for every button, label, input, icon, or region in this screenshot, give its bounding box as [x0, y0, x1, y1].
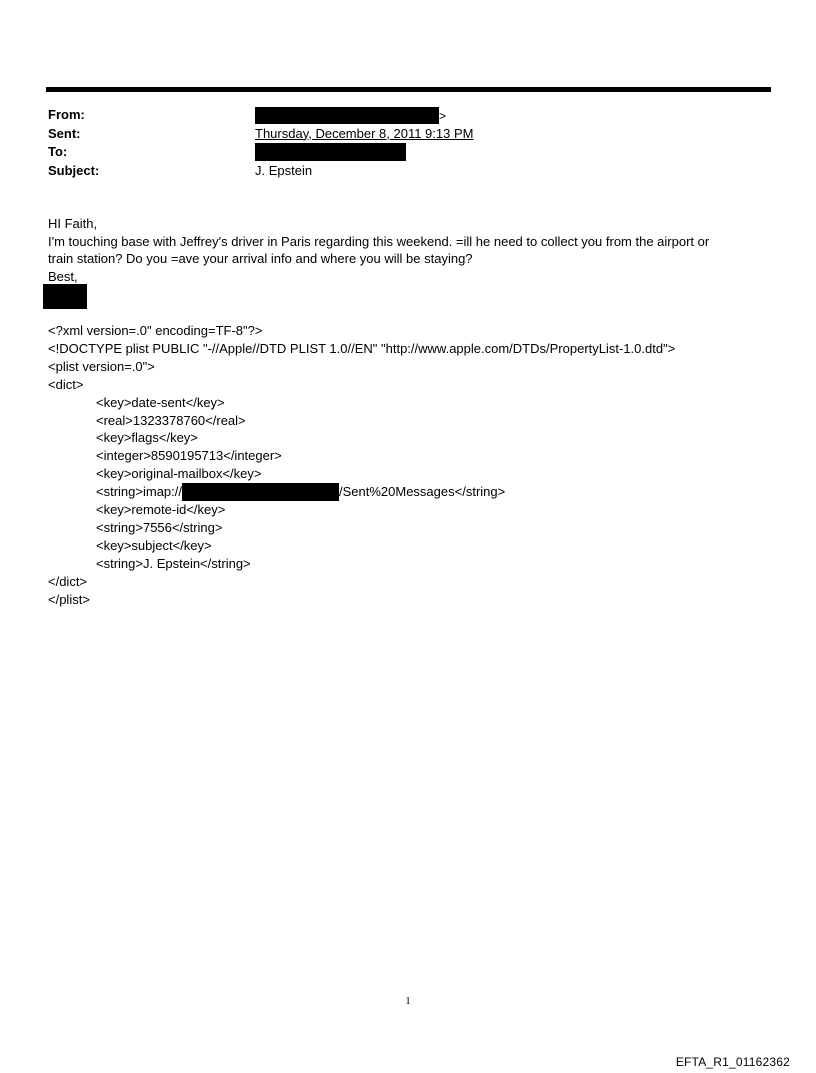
from-value	[255, 106, 446, 126]
plist-line: <key>remote-id</key>	[96, 502, 226, 518]
redaction-block	[182, 483, 339, 501]
plist-imap-line	[48, 483, 768, 501]
email-body	[48, 215, 768, 285]
plist-line: <key>flags</key>	[96, 430, 198, 446]
dict-close: </dict>	[48, 573, 88, 589]
xml-declaration: <?xml version=.0" encoding=TF-8"?>	[48, 323, 263, 338]
to-value	[255, 143, 406, 162]
imap-suffix: /Sent%20Messages</string>	[339, 484, 506, 500]
subject-value: J. Epstein	[255, 162, 313, 178]
subject-label: Subject:	[48, 162, 100, 178]
plist-line: <string>7556</string>	[96, 520, 223, 536]
subject-row	[48, 162, 768, 181]
body-line: train station? Do you =ave your arrival info and where you will be staying?	[48, 251, 473, 266]
imap-prefix: <string>imap://	[96, 484, 182, 500]
sent-row	[48, 125, 768, 144]
to-row	[48, 143, 768, 162]
body-line: I'm touching base with Jeffrey's driver in Paris regarding this weekend. =ill he need to collect you from the airport or	[48, 233, 710, 249]
plist-line: <key>date-sent</key>	[96, 394, 225, 410]
plist-open: <plist version=.0">	[48, 358, 155, 374]
plist-line: <key>original-mailbox</key>	[96, 466, 262, 482]
top-rule	[46, 87, 771, 92]
dict-open: <dict>	[48, 376, 84, 392]
document-id: EFTA_R1_01162362	[675, 1055, 790, 1069]
from-suffix: >	[439, 109, 447, 123]
from-label: From:	[48, 107, 85, 122]
to-label: To:	[48, 144, 68, 159]
doctype-line: <!DOCTYPE plist PUBLIC "-//Apple//DTD PLIST 1.0//EN" "http://www.apple.com/DTDs/PropertyList-1.0.dtd">	[48, 340, 676, 356]
sent-label: Sent:	[48, 125, 81, 141]
signature-redaction	[43, 284, 87, 309]
plist-line: <real>1323378760</real>	[96, 412, 246, 428]
redaction-block	[255, 143, 406, 161]
greeting: HI Faith,	[48, 216, 98, 231]
page-number: 1	[405, 995, 411, 1007]
plist-close: </plist>	[48, 591, 90, 607]
plist-line: <string>J. Epstein</string>	[96, 555, 251, 571]
email-header	[48, 106, 768, 180]
plist-line: <key>subject</key>	[96, 537, 212, 553]
plist-line: <integer>8590195713</integer>	[96, 448, 282, 464]
plist-metadata	[48, 322, 768, 609]
closing: Best,	[48, 268, 78, 284]
from-row	[48, 106, 768, 125]
redaction-block	[255, 107, 439, 124]
sent-value: Thursday, December 8, 2011 9:13 PM	[255, 125, 474, 141]
